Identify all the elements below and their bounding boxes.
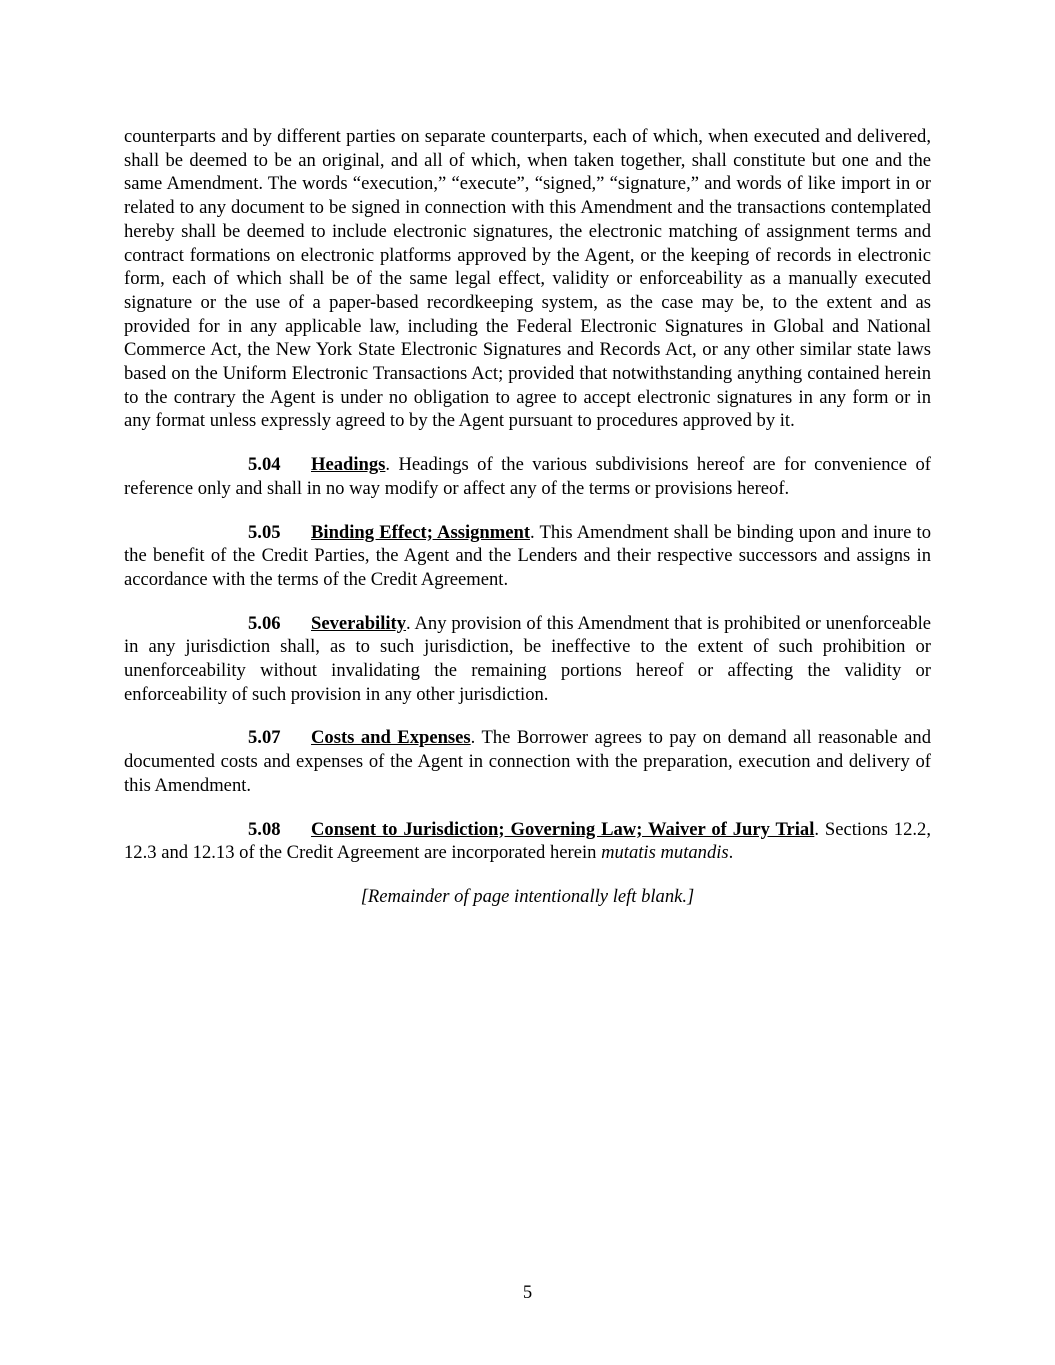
section-body: . Any provision of this Amendment that is prohibited or unenforceable in any jurisdiction shall, as to such jurisdiction, be ineffective to the extent of such prohibition or unenforceability without invalidating the remaining portions hereof or affecting the validity or enforceability of such provision in any other jurisdiction. xyxy=(124,612,931,705)
section-5-04 xyxy=(124,453,931,500)
section-body-end: . xyxy=(728,842,734,864)
section-heading: Binding Effect; Assignment xyxy=(311,521,531,543)
section-body: . The Borrower agrees to pay on demand all reasonable and documented costs and expenses of the Agent in connection with the preparation, execution and delivery of this Amendment. xyxy=(124,727,931,796)
page-number: 5 xyxy=(522,1282,533,1303)
document-page xyxy=(124,125,931,909)
section-heading: Consent to Jurisdiction; Governing Law; Waiver of Jury Trial xyxy=(311,818,815,840)
section-5-08 xyxy=(124,818,931,865)
section-number: 5.08 xyxy=(248,818,281,840)
section-body: . Headings of the various subdivisions hereof are for convenience of reference only and shall in no way modify or affect any of the terms or provisions hereof. xyxy=(124,454,931,499)
intro-paragraph: counterparts and by different parties on separate counterparts, each of which, when executed and delivered, shall be deemed to be an original, and all of which, when taken together, shall constitute but one and the same Amendment. The words “execution,” “execute”, “signed,” “signature,” and words of like import in or related to any document to be signed in connection with this Amendment and the transactions contemplated hereby shall be deemed to include electronic signatures, the electronic matching of assignment terms and contract formations on electronic platforms approved by the Agent, or the keeping of records in electronic form, each of which shall be of the same legal effect, validity or enforceability as a manually executed signature or the use of a paper-based recordkeeping system, as the case may be, to the extent and as provided for in any applicable law, including the Federal Electronic Signatures in Global and National Commerce Act, the New York State Electronic Signatures and Records Act, or any other similar state laws based on the Uniform Electronic Transactions Act; provided that notwithstanding anything contained herein to the contrary the Agent is under no obligation to agree to accept electronic signatures in any form or in any format unless expressly agreed to by the Agent pursuant to procedures approved by it. xyxy=(124,126,931,432)
section-number: 5.06 xyxy=(248,612,281,634)
section-body: . Sections 12.2, 12.3 and 12.13 of the Credit Agreement are incorporated herein xyxy=(124,818,931,864)
section-5-05 xyxy=(124,521,931,592)
section-5-07 xyxy=(124,726,931,797)
section-body: . This Amendment shall be binding upon and inure to the benefit of the Credit Parties, the Agent and the Lenders and their respective successors and assigns in accordance with the terms of the Credit Agreement. xyxy=(124,521,932,590)
section-heading: Costs and Expenses xyxy=(311,727,471,749)
section-5-06 xyxy=(124,612,931,707)
section-heading: Severability xyxy=(311,612,407,634)
section-number: 5.04 xyxy=(248,454,281,476)
section-heading: Headings xyxy=(311,454,386,476)
section-number: 5.07 xyxy=(248,727,281,749)
section-number: 5.05 xyxy=(248,521,281,543)
section-body-italic: mutatis mutandis xyxy=(601,842,729,864)
remainder-note: [Remainder of page intentionally left blank.] xyxy=(360,885,695,907)
